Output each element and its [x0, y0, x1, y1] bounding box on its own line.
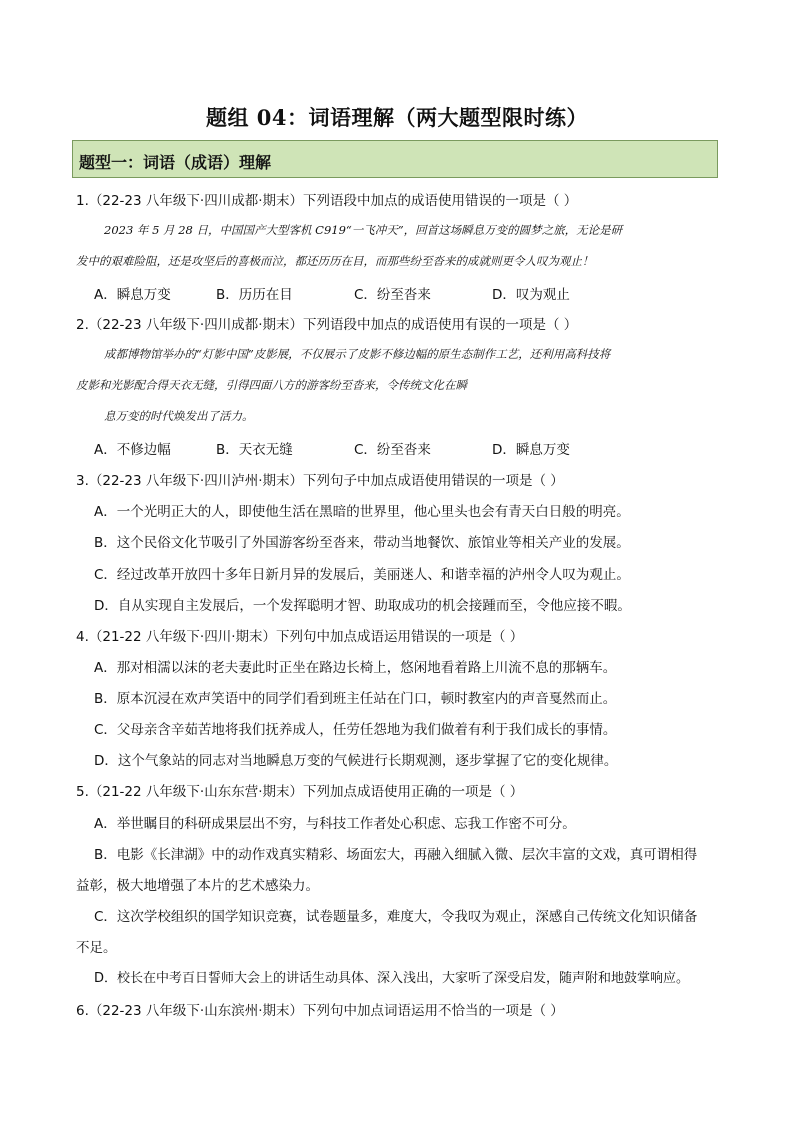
question-5-option-c-line-2: 不足。 [76, 940, 117, 956]
question-2-stem: 2.（22-23 八年级下·四川成都·期末）下列语段中加点的成语使用有误的一项是（ ） [76, 317, 578, 333]
page-title: 题组 04：词语理解（两大题型限时练） [205, 105, 589, 130]
question-1-options [94, 283, 570, 303]
option-b: B．历历在目 [216, 287, 293, 303]
question-3-stem: 3.（22-23 八年级下·四川泸州·期末）下列句子中加点成语使用错误的一项是（ ） [76, 473, 564, 489]
question-4-option-b: B．原本沉浸在欢声笑语中的同学们看到班主任站在门口，顿时教室内的声音戛然而止。 [94, 691, 617, 707]
question-3-option-b: B．这个民俗文化节吸引了外国游客纷至沓来，带动当地餐饮、旅馆业等相关产业的发展。 [94, 535, 630, 551]
question-5-option-b-line-2: 益彰，极大地增强了本片的艺术感染力。 [76, 878, 319, 894]
question-4-stem: 4.（21-22 八年级下·四川·期末）下列句中加点成语运用错误的一项是（ ） [76, 629, 524, 645]
question-5-option-a: A．举世瞩目的科研成果层出不穷，与科技工作者处心积虑、忘我工作密不可分。 [94, 816, 576, 832]
section-header [72, 140, 718, 178]
option-a: A．瞬息万变 [94, 287, 171, 303]
option-d: D．叹为观止 [492, 287, 570, 303]
question-2-passage-line-2: 皮影和光影配合得天衣无缝，引得四面八方的游客纷至沓来，令传统文化在瞬 [76, 378, 467, 392]
question-4-option-d: D．这个气象站的同志对当地瞬息万变的气候进行长期观测，逐步掌握了它的变化规律。 [94, 753, 618, 769]
question-5-stem: 5.（21-22 八年级下·山东东营·期末）下列加点成语使用正确的一项是（ ） [76, 784, 524, 800]
question-5-option-d: D．校长在中考百日誓师大会上的讲话生动具体、深入浅出，大家听了深受启发，随声附和地鼓掌响应。 [94, 971, 690, 986]
option-b: B．天衣无缝 [216, 442, 293, 458]
option-c: C．纷至沓来 [354, 442, 431, 458]
question-4-option-c: C．父母亲含辛茹苦地将我们抚养成人，任劳任怨地为我们做着有利于我们成长的事情。 [94, 722, 617, 738]
question-1-stem: 1.（22-23 八年级下·四川成都·期末）下列语段中加点的成语使用错误的一项是（ ） [76, 193, 578, 209]
question-2-passage-line-1: 成都博物馆举办的“灯影中国”皮影展，不仅展示了皮影不修边幅的原生态制作工艺，还利用高科技将 [104, 347, 611, 361]
option-d: D．瞬息万变 [492, 442, 570, 458]
question-2-passage-line-3: 息万变的时代焕发出了活力。 [104, 409, 254, 423]
question-6-stem: 6.（22-23 八年级下·山东滨州·期末）下列句中加点词语运用不恰当的一项是（ ） [76, 1003, 564, 1019]
question-4-option-a: A．那对相濡以沫的老夫妻此时正坐在路边长椅上，悠闲地看着路上川流不息的那辆车。 [94, 660, 617, 676]
question-1-passage-line-2: 发中的艰难险阻，还是攻坚后的喜极而泣，都还历历在目，而那些纷至沓来的成就则更令人叹为观止！ [76, 254, 594, 268]
question-3-option-d: D．自从实现自主发展后，一个发挥聪明才智、助取成功的机会接踵而至，令他应接不暇。 [94, 598, 631, 614]
section-title: 题型一：词语（成语）理解 [79, 153, 272, 172]
question-3-option-a: A．一个光明正大的人，即使他生活在黑暗的世界里，他心里头也会有青天白日般的明亮。 [94, 504, 630, 520]
question-5-option-b-line-1: B．电影《长津湖》中的动作戏真实精彩、场面宏大，再融入细腻入微、层次丰富的文戏，真可谓相得 [94, 847, 698, 863]
question-3-option-c: C．经过改革开放四十多年日新月异的发展后，美丽迷人、和谐幸福的泸州令人叹为观止。 [94, 567, 630, 583]
option-a: A．不修边幅 [94, 442, 171, 458]
question-5-option-c-line-1: C．这次学校组织的国学知识竞赛，试卷题量多，难度大，令我叹为观止，深感自己传统文化知识储备 [94, 909, 698, 925]
option-c: C．纷至沓来 [354, 287, 431, 303]
question-1-passage-line-1: 2023 年 5 月 28 日，中国国产大型客机 C919“一飞冲天”，回首这场瞬息万变的圆梦之旅，无论是研 [104, 223, 623, 237]
question-2-options [94, 438, 570, 458]
